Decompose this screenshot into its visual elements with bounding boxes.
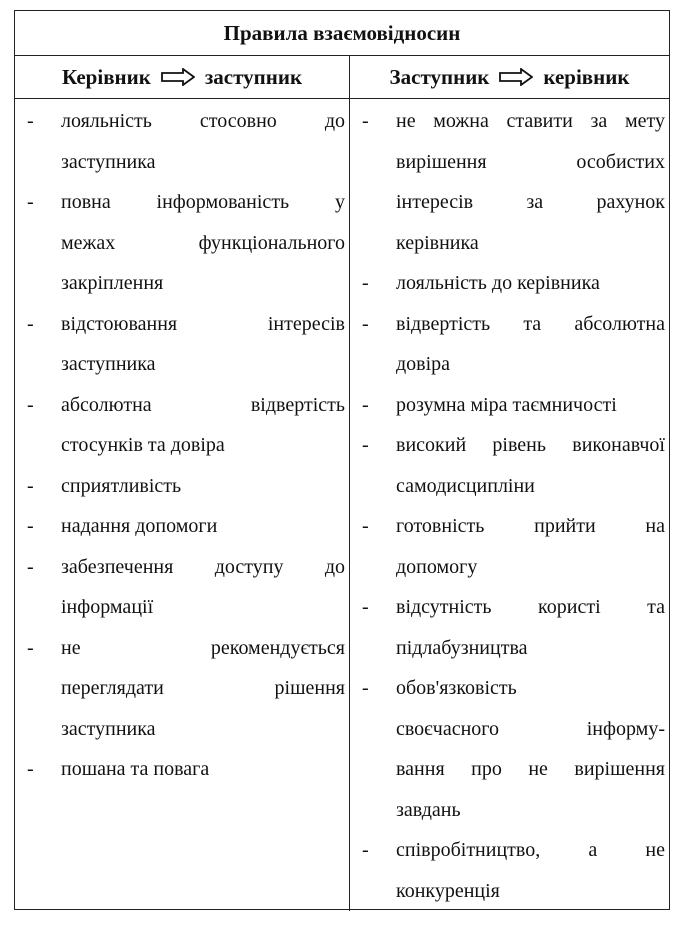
bullet-dash: - bbox=[27, 758, 34, 780]
list-item-text bbox=[61, 304, 345, 385]
list-item bbox=[350, 101, 665, 263]
text-line: абсолютна відвертість bbox=[61, 393, 345, 416]
left-header-to: заступник bbox=[204, 64, 303, 89]
list-item-text bbox=[61, 101, 345, 182]
list-item-text bbox=[396, 263, 665, 304]
relations-table bbox=[14, 10, 670, 910]
text-line: межах функціонального bbox=[61, 231, 345, 254]
bullet-dash: - bbox=[362, 393, 369, 416]
list-item bbox=[350, 668, 665, 830]
text-line: конкуренція bbox=[396, 879, 500, 902]
list-item bbox=[15, 749, 345, 790]
text-line: своєчасного інформу- bbox=[396, 717, 665, 740]
right-header-from: Заступник bbox=[389, 64, 490, 89]
bullet-dash: - bbox=[362, 596, 369, 618]
right-header-to: керівник bbox=[543, 64, 630, 89]
text-line: закріплення bbox=[61, 272, 164, 294]
text-line: забезпечення доступу до bbox=[61, 555, 345, 578]
text-line: довіра bbox=[396, 353, 451, 375]
bullet-dash: - bbox=[362, 677, 369, 699]
bullet-dash: - bbox=[362, 272, 369, 294]
list-item-text bbox=[396, 587, 665, 668]
list-item bbox=[15, 466, 345, 507]
list-item bbox=[350, 263, 665, 304]
list-item bbox=[350, 587, 665, 668]
bullet-dash: - bbox=[27, 393, 34, 416]
bullet-dash: - bbox=[362, 110, 369, 132]
text-line: вирішення особистих bbox=[396, 150, 665, 173]
arrow-right-icon bbox=[499, 68, 533, 86]
list-item-text bbox=[396, 668, 665, 830]
text-line: інтересів за рахунок bbox=[396, 191, 665, 213]
list-item-text bbox=[61, 749, 345, 790]
text-line: відстоювання інтересів bbox=[61, 312, 345, 335]
list-item bbox=[15, 385, 345, 466]
text-line: розумна міра таємничості bbox=[396, 393, 617, 416]
text-line: заступника bbox=[61, 717, 156, 740]
list-item-text bbox=[61, 628, 345, 750]
list-item-text bbox=[396, 101, 665, 263]
text-line: готовність прийти на bbox=[396, 515, 665, 537]
list-item-text bbox=[396, 425, 665, 506]
text-line: завдань bbox=[396, 798, 461, 821]
bullet-dash: - bbox=[27, 515, 34, 537]
bullet-dash: - bbox=[27, 191, 34, 213]
bullet-dash: - bbox=[27, 555, 34, 578]
text-line: лояльність стосовно до bbox=[61, 110, 345, 132]
text-line: самодисципліни bbox=[396, 474, 535, 497]
list-item-text bbox=[61, 466, 345, 507]
list-item-text bbox=[61, 506, 345, 547]
text-line: відсутність користі та bbox=[396, 596, 665, 618]
text-line: інформації bbox=[61, 596, 154, 618]
header-row bbox=[15, 56, 669, 99]
text-line: сприятливість bbox=[61, 474, 182, 497]
text-line: не можна ставити за мету bbox=[396, 110, 665, 132]
list-item-text bbox=[396, 830, 665, 911]
right-column-list bbox=[350, 99, 669, 911]
bullet-dash: - bbox=[362, 515, 369, 537]
list-item-text bbox=[396, 304, 665, 385]
list-item bbox=[350, 830, 665, 911]
text-line: допомогу bbox=[396, 555, 478, 578]
list-item-text bbox=[396, 506, 665, 587]
text-line: співробітництво, а не bbox=[396, 839, 665, 861]
text-line: надання допомоги bbox=[61, 515, 218, 537]
text-line: переглядати рішення bbox=[61, 677, 345, 699]
text-line: пошана та повага bbox=[61, 758, 210, 780]
list-item bbox=[15, 506, 345, 547]
list-item-text bbox=[61, 547, 345, 628]
list-item bbox=[350, 425, 665, 506]
list-item-text bbox=[396, 385, 665, 426]
left-column-header bbox=[15, 56, 350, 98]
text-line: повна інформованість у bbox=[61, 191, 345, 213]
text-line: високий рівень виконавчої bbox=[396, 434, 665, 456]
list-item bbox=[350, 304, 665, 385]
list-item-text bbox=[61, 385, 345, 466]
list-item bbox=[15, 304, 345, 385]
left-header-from: Керівник bbox=[61, 64, 151, 89]
text-line: не рекомендується bbox=[61, 636, 345, 659]
text-line: стосунків та довіра bbox=[61, 434, 225, 456]
bullet-dash: - bbox=[362, 312, 369, 335]
text-line: обов'язковість bbox=[396, 677, 517, 699]
text-line: підлабузництва bbox=[396, 636, 528, 659]
text-line: заступника bbox=[61, 150, 156, 173]
bullet-dash: - bbox=[27, 636, 34, 659]
right-column-header bbox=[350, 56, 669, 98]
list-item bbox=[350, 506, 665, 587]
bullet-dash: - bbox=[362, 839, 369, 861]
body-row bbox=[15, 99, 669, 911]
list-item-text bbox=[61, 182, 345, 304]
text-line: відвертість та абсолютна bbox=[396, 312, 665, 335]
list-item bbox=[15, 182, 345, 304]
text-line: керівника bbox=[396, 231, 479, 254]
arrow-right-icon bbox=[161, 68, 195, 86]
list-item bbox=[15, 547, 345, 628]
table-title: Правила взаємовідносин bbox=[15, 11, 669, 56]
list-item bbox=[15, 101, 345, 182]
bullet-dash: - bbox=[27, 312, 34, 335]
text-line: заступника bbox=[61, 353, 156, 375]
left-column-list bbox=[15, 99, 350, 911]
bullet-dash: - bbox=[27, 110, 34, 132]
list-item bbox=[350, 385, 665, 426]
list-item bbox=[15, 628, 345, 750]
bullet-dash: - bbox=[27, 474, 34, 497]
text-line: лояльність до керівника bbox=[396, 272, 600, 294]
text-line: вання про не вирішення bbox=[396, 758, 665, 780]
bullet-dash: - bbox=[362, 434, 369, 456]
